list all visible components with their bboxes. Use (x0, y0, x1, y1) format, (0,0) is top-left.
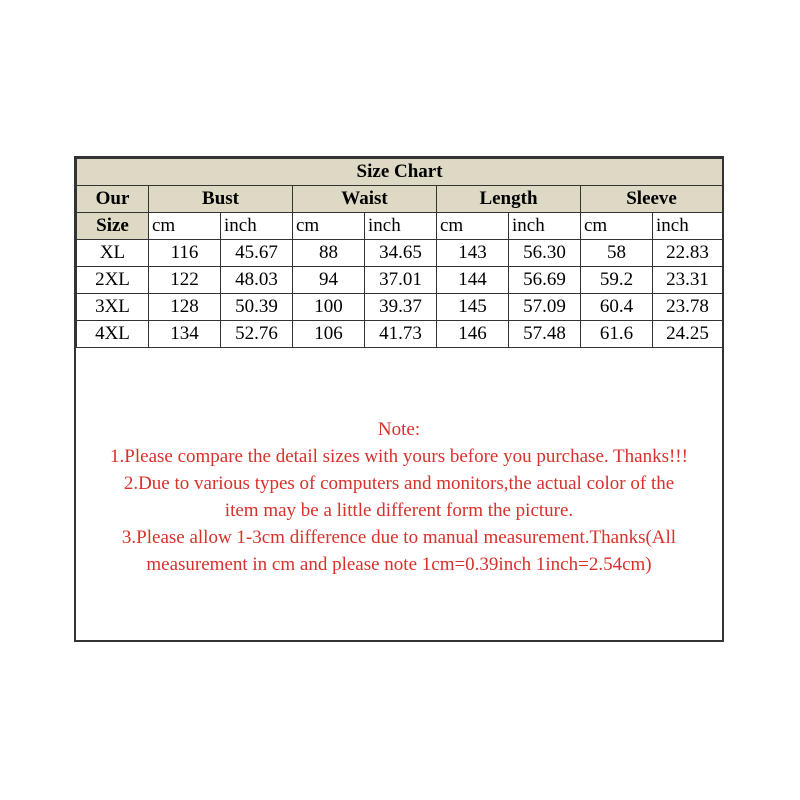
table-cell: 23.31 (653, 267, 723, 294)
table-cell: 59.2 (581, 267, 653, 294)
table-cell: 45.67 (221, 240, 293, 267)
unit-cell: inch (509, 213, 581, 240)
unit-cell: inch (653, 213, 723, 240)
table-cell: 48.03 (221, 267, 293, 294)
table-cell: 39.37 (365, 294, 437, 321)
table-cell: 128 (149, 294, 221, 321)
table-cell: 122 (149, 267, 221, 294)
note-heading: Note: (377, 419, 421, 440)
size-table (76, 158, 723, 348)
table-cell: 52.76 (221, 321, 293, 348)
notes-block (76, 416, 722, 578)
table-row (77, 294, 723, 321)
table-row (77, 321, 723, 348)
note-line: 1.Please compare the detail sizes with yours before you purchase. Thanks!!! (110, 446, 688, 467)
table-cell: 116 (149, 240, 221, 267)
table-cell: 22.83 (653, 240, 723, 267)
table-cell: 146 (437, 321, 509, 348)
header-waist: Waist (293, 186, 437, 213)
size-label: 4XL (77, 321, 149, 348)
size-label: 2XL (77, 267, 149, 294)
table-cell: 24.25 (653, 321, 723, 348)
unit-cell: cm (293, 213, 365, 240)
header-sleeve: Sleeve (581, 186, 723, 213)
header-size: Size (77, 213, 149, 240)
unit-cell: cm (149, 213, 221, 240)
table-cell: 50.39 (221, 294, 293, 321)
note-line: item may be a little different form the picture. (224, 500, 574, 521)
table-cell: 57.09 (509, 294, 581, 321)
header-length: Length (437, 186, 581, 213)
table-cell: 88 (293, 240, 365, 267)
table-cell: 106 (293, 321, 365, 348)
table-cell: 143 (437, 240, 509, 267)
table-cell: 94 (293, 267, 365, 294)
table-cell: 145 (437, 294, 509, 321)
header-bust: Bust (149, 186, 293, 213)
table-cell: 134 (149, 321, 221, 348)
table-cell: 100 (293, 294, 365, 321)
table-cell: 60.4 (581, 294, 653, 321)
table-cell: 58 (581, 240, 653, 267)
note-line: measurement in cm and please note 1cm=0.39inch 1inch=2.54cm) (146, 554, 652, 575)
unit-cell: inch (221, 213, 293, 240)
table-cell: 56.30 (509, 240, 581, 267)
chart-title: Size Chart (77, 159, 723, 186)
table-cell: 37.01 (365, 267, 437, 294)
table-cell: 56.69 (509, 267, 581, 294)
table-cell: 23.78 (653, 294, 723, 321)
unit-cell: cm (581, 213, 653, 240)
note-line: 2.Due to various types of computers and monitors,the actual color of the (123, 473, 675, 494)
table-cell: 34.65 (365, 240, 437, 267)
unit-cell: inch (365, 213, 437, 240)
unit-cell: cm (437, 213, 509, 240)
note-line: 3.Please allow 1-3cm difference due to manual measurement.Thanks(All (121, 527, 677, 548)
header-our: Our (77, 186, 149, 213)
table-cell: 61.6 (581, 321, 653, 348)
table-row (77, 240, 723, 267)
table-cell: 41.73 (365, 321, 437, 348)
size-label: XL (77, 240, 149, 267)
table-cell: 57.48 (509, 321, 581, 348)
size-chart (74, 156, 724, 642)
table-cell: 144 (437, 267, 509, 294)
size-label: 3XL (77, 294, 149, 321)
table-row (77, 267, 723, 294)
